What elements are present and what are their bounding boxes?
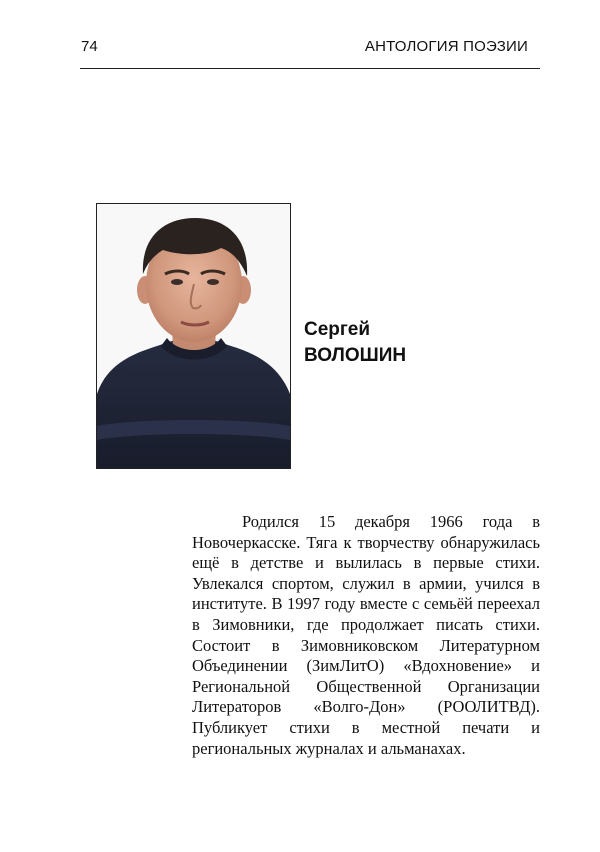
author-biography: Родился 15 декабря 1966 года в Новочеркасске. Тяга к творчеству обнаружилась ещё в детстве и вылилась в первые стихи. Увлекался спортом, служил в армии, учился в институте. В 1997 году вместе с семьёй переехал в Зимовники, где продолжает писать стихи. Состоит в Зимовниковском Литературном Объединении (ЗимЛитО) «Вдохновение» и Региональной Общественной Организации Литераторов «Волго-Дон» (РООЛИТВД). Публикует стихи в местной печати и региональных журналах и альманахах.	[192, 512, 540, 758]
author-first-name: Сергей	[304, 319, 371, 340]
left-eye	[171, 279, 183, 285]
page-number: 74	[81, 38, 98, 55]
author-last-name: ВОЛОШИН	[304, 345, 407, 366]
right-eye	[207, 279, 219, 285]
author-portrait	[96, 203, 291, 469]
portrait-illustration	[97, 204, 290, 468]
running-title: АНТОЛОГИЯ ПОЭЗИИ	[364, 38, 528, 55]
author-name	[304, 317, 406, 369]
header-rule	[80, 68, 540, 69]
page-header	[80, 34, 540, 60]
